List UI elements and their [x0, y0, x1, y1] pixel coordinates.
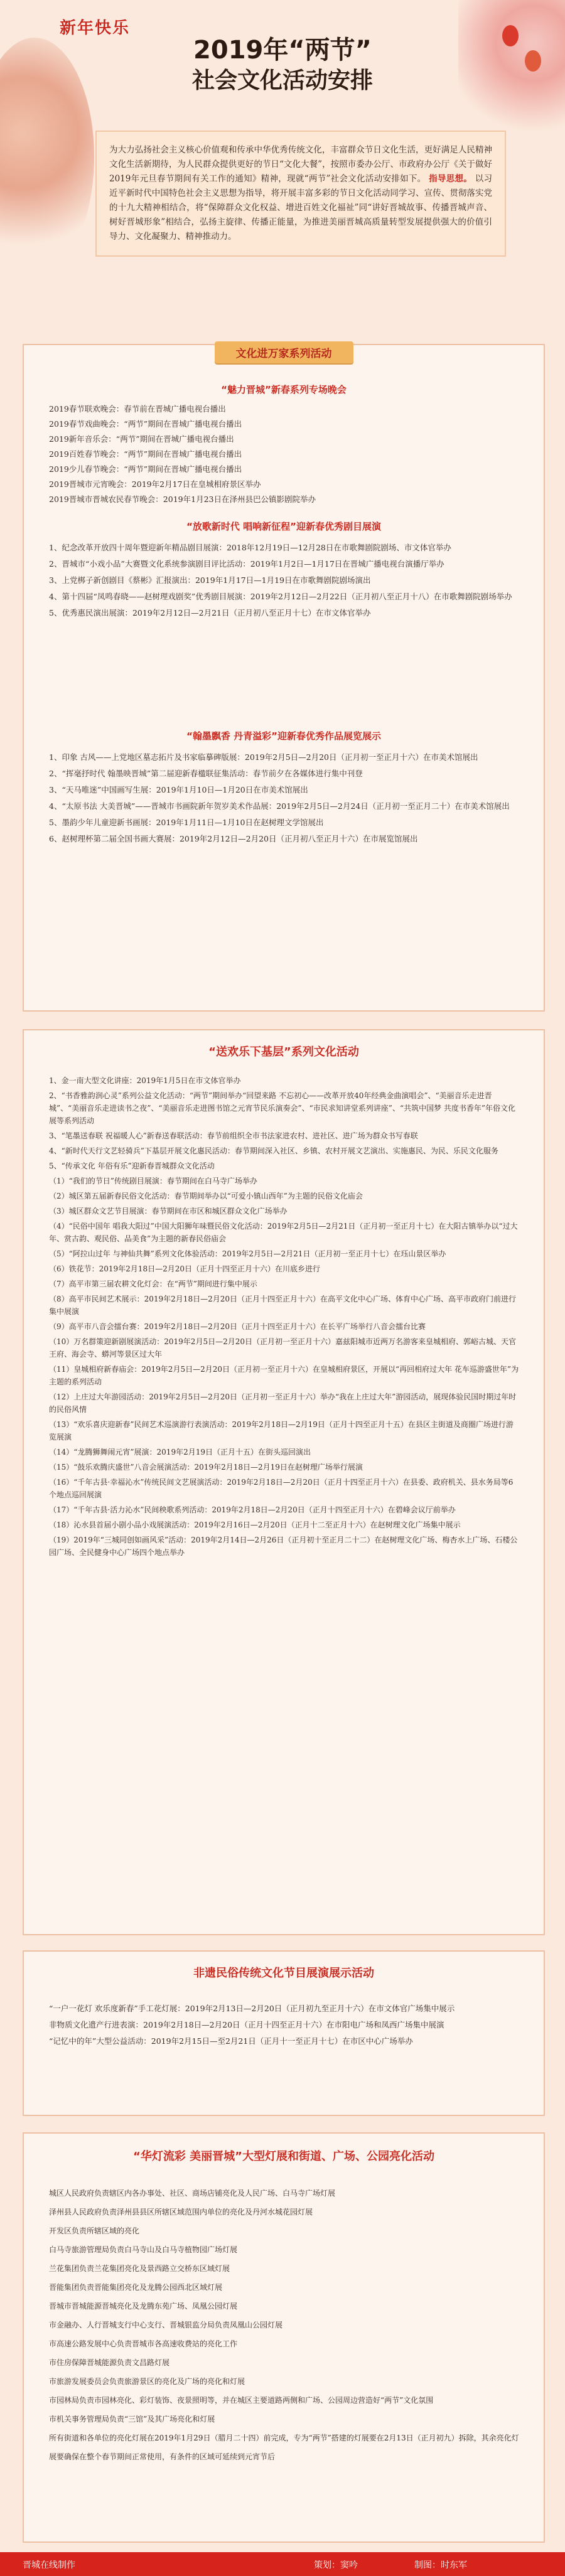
list-item: 4、第十四届“凤鸣春晓——赵树理戏剧奖”优秀剧目展演：2019年2月12日—2月22日（正月初八至正月十八）在市歌舞剧院剧场举办: [49, 592, 512, 601]
list-item: 城区人民政府负责辖区内各办事处、社区、商场店铺亮化及人民广场、白马寺广场灯展: [49, 2189, 336, 2198]
list-item: 市金融办、人行晋城支行中心支行、晋城银监分局负责凤凰山公园灯展: [49, 2321, 283, 2329]
list-item: 2019春节戏曲晚会：“两节”期间在晋城广播电视台播出: [49, 419, 242, 429]
list-item: 市机关事务管理局负责“三馆”及其广场亮化和灯展: [49, 2415, 215, 2424]
grassroots-list: [49, 1074, 520, 1561]
list-item: （12）上庄过大年游园活动：2019年2月5日—2月20日（正月初一至正月十六）举办“我在上庄过大年”游园活动，展现体验民国时期过年时的民俗风情: [49, 1392, 517, 1414]
page-subtitle: 社会文化活动安排: [191, 68, 373, 94]
intro-text-2: 以习近平新时代中国特色社会主义思想为指导，将开展丰富多彩的节日文化活动同学习、宣传、贯彻落实党的十九大精神相结合，将“保障群众文化权益、增进百姓文化福祉”同“讲好晋城故事、传播晋城声音、树好晋城形象”相结合，弘扬主旋律、传播正能量，为推进美丽晋城高质量转型发展提供强大的价值引导力、文化凝聚力、精神推动力。: [109, 174, 493, 242]
list-item: 2019百姓春节晚会：“两节”期间在晋城广播电视台播出: [49, 449, 242, 459]
footer-bar: [0, 2552, 565, 2576]
list-item: 2、“挥毫抒时代 翰墨映晋城”第二届迎新春楹联征集活动：春节前夕在各媒体进行集中刊登: [49, 769, 363, 778]
list-item: 所有街道和各单位的亮化灯展在2019年1月29日（腊月二十四）前完成，专为“两节”搭建的灯展要在2月13日（正月初九）拆除，其余亮化灯展要确保在整个春节期间正常使用，有条件的区域可延续到元宵节后: [49, 2434, 519, 2461]
list-item: 兰花集团负责兰花集团亮化及景西路立交桥东区域灯展: [49, 2264, 230, 2273]
list-item: 3、上党梆子新创剧目《蔡彬》汇报演出：2019年1月17日—1月19日在市歌舞剧院剧场演出: [49, 575, 371, 585]
intro-text: 为大力弘扬社会主义核心价值观和传承中华优秀传统文化，丰富群众节日文化生活，更好满足人民精神文化生活新期待，为人民群众提供更好的节日“文化大餐”，按照市委办公厅、市政府办公厅《关于做好2019年元旦春节期间有关工作的通知》精神，现就“两节”社会文化活动安排如下。: [109, 145, 492, 184]
list-item: 6、赵树理杯第二届全国书画大赛展：2019年2月12日—2月20日（正月初八至正月十六）在市展览馆展出: [49, 834, 418, 843]
list-item: 5、“传承文化 年俗有乐”迎新春晋城群众文化活动: [49, 1162, 215, 1170]
list-item: 开发区负责所辖区域的亮化: [49, 2226, 140, 2235]
list-item: （19）2019年“三城同创如画风采”活动：2019年2月14日—2月26日（正月初十至正月二十二）在赵树理文化广场、梅杏水上广场、石楼公园广场、全民健身中心广场四个地点举办: [49, 1536, 518, 1557]
intro-highlight: 指导思想。: [429, 174, 473, 184]
list-item: （18）沁水县首届小剧小品小戏展演活动：2019年2月16日—2月20日（正月十二至正月十六）在赵树理文化广场集中展示: [49, 1520, 461, 1529]
list-item: 5、墨韵少年儿童迎新书画展：2019年1月11日—1月10日在赵树理文学馆展出: [49, 818, 324, 827]
footer-producer: 晋城在线制作: [23, 2560, 75, 2570]
gala-list: [49, 402, 520, 507]
list-item: （17）“千年古县·活力沁水”民间秧歌系列活动：2019年2月18日—2月20日（正月十四至正月十六）在碧峰会议厅前举办: [49, 1505, 456, 1514]
section-culture-homes: [23, 344, 545, 1012]
heritage-list: [49, 2002, 520, 2051]
section-lantern-show: [23, 2132, 545, 2543]
section-heritage: [23, 1950, 545, 2116]
section-header: [24, 2147, 544, 2164]
list-item: 5、优秀惠民演出展演：2019年2月12日—2月21日（正月初八至正月十七）在市文体官举办: [49, 608, 371, 617]
list-item: （9）高平市八音会擂台赛：2019年2月18日—2月20日（正月十四至正月十六）在长平广场举行八音会擂台比赛: [49, 1322, 426, 1331]
subsection-title: “魅力晋城”新春系列专场晚会: [221, 384, 347, 395]
list-item: 白马寺旅游管理局负责白马寺山及白马寺植物园广场灯展: [49, 2245, 238, 2254]
list-item: 晋城市晋城能源晋城亮化及龙腾东苑广场、凤凰公园灯展: [49, 2302, 238, 2311]
section-title: “送欢乐下基层”系列文化活动: [208, 1045, 359, 1059]
exhibition-list: [49, 751, 520, 848]
list-item: 晋能集团负责晋能集团亮化及龙腾公园西北区域灯展: [49, 2283, 223, 2292]
subsection-title: “翰墨飘香 丹青溢彩”迎新春优秀作品展览展示: [186, 730, 381, 742]
list-item: 3、“天马唯迷”中国画写生展：2019年1月10日—1月20日在市美术馆展出: [49, 785, 308, 794]
list-item: 3、“笔墨送春联 祝福暖人心”新春送春联活动：春节前组织全市书法家进农村、进社区、进广场为群众书写春联: [49, 1131, 418, 1140]
list-item: （5）“阿拉山过年 与神仙共舞”系列文化体验活动：2019年2月5日—2月21日（正月初一至正月十七）在珏山景区举办: [49, 1249, 446, 1258]
section-header: [24, 341, 544, 363]
list-item: “记忆中的年”大型公益活动：2019年2月15日—至2月21日（正月十一至正月十七）在市区中心广场举办: [49, 2036, 413, 2046]
list-item: 市园林局负责市园林亮化、彩灯装饰、夜景照明等，并在城区主要道路两侧和广场、公园周边营造好“两节”文化氛围: [49, 2396, 434, 2405]
list-item: “一户一花灯 欢乐度新春”手工花灯展：2019年2月13日—2月20日（正月初九至正月十六）在市文体官广场集中展示: [49, 2004, 455, 2013]
list-item: 4、“太原书法 大美晋城”——晋城市书画院新年贺岁美术作品展：2019年2月5日—2月24日（正月初一至正月二十）在市美术馆展出: [49, 801, 510, 811]
section-grassroots: [23, 1029, 545, 1935]
list-item: 2、晋城市“小戏小品”大赛暨文化系统参演剧目评比活动：2019年1月2日—1月17日在晋城广播电视台演播厅举办: [49, 559, 444, 569]
footer-designer: 制图：时东军: [414, 2560, 467, 2570]
list-item: （10）万名群策迎新剧展演活动：2019年2月5日—2月20日（正月初一至正月十六）嘉兹阳城市近两万名游客来皇城相府、郭峪古城、天官王府、海会寺、蟒河等景区过大年: [49, 1337, 516, 1359]
list-item: （4）“民俗中国年 唱我大阳过”中国大阳狮年味暨民俗文化活动：2019年2月5日—2月21日（正月初一至正月十七）在大阳古镇举办以“过大年、赏古韵、观民俗、品美食”为主题的新春民俗庙会: [49, 1222, 518, 1243]
list-item: 2019春节联欢晚会：春节前在晋城广播电视台播出: [49, 404, 226, 414]
list-item: 2019晋城市元宵晚会：2019年2月17日在皇城相府景区举办: [49, 479, 261, 489]
list-item: （8）高平市民间艺术展示：2019年2月18日—2月20日（正月十四至正月十六）在高平文化中心广场、体育中心广场、高平市政府门前进行集中展演: [49, 1295, 516, 1316]
list-item: （1）“我们的节日”传统剧目展演：春节期间在白马寺广场举办: [49, 1177, 257, 1185]
footer-planner: 策划：窦吟: [314, 2560, 358, 2570]
list-item: 2、“书香雅韵润心灵”系列公益文化活动：“两节”期间举办“回望来路 不忘初心——改革开放40年经典金曲演唱会”、“美丽音乐走进晋城”、“美丽音乐走进读书之夜”、“美丽音乐走进图书馆之元宵节民乐演奏会”、“市民求知讲堂系列讲座”、“共筑中国梦 共度书香年”年俗文化展等系列活动: [49, 1091, 516, 1125]
list-item: （11）皇城相府新春庙会：2019年2月5日—2月20日（正月初一至正月十六）在皇城相府景区，开展以“再回相府过大年 花车巡游盛世年”为主题的系列活动: [49, 1365, 519, 1386]
list-item: （16）“千年古县·幸福沁水”传统民间文艺展演活动：2019年2月18日—2月20日（正月十四至正月十六）在县委、政府机关、县水务局等6个地点巡回展演: [49, 1478, 514, 1499]
lantern-list: [49, 2184, 520, 2466]
list-item: （15）“鼓乐欢腾庆盛世”八音会展演活动：2019年2月18日—2月19日在赵树理广场举行展演: [49, 1463, 363, 1472]
list-item: 1、纪念改革开放四十周年暨迎新年精品剧目展演：2018年12月19日—12月28日在市歌舞剧院剧场、市文体官举办: [49, 543, 451, 552]
list-item: 1、印象 古风——上党地区墓志拓片及书家临摹碑版展：2019年2月5日—2月20日（正月初一至正月十六）在市美术馆展出: [49, 752, 478, 762]
drama-list: [49, 541, 520, 623]
list-item: 市高速公路发展中心负责晋城市各高速收费站的亮化工作: [49, 2339, 238, 2348]
list-item: （2）城区第五届新春民俗文化活动：春节期间举办以“可爱小镇山西年”为主题的民俗文化庙会: [49, 1192, 363, 1200]
list-item: 2019新年音乐会：“两节”期间在晋城广播电视台播出: [49, 434, 234, 444]
section-title: “华灯流彩 美丽晋城”大型灯展和街道、广场、公园亮化活动: [133, 2150, 434, 2163]
new-year-badge: 新年快乐: [60, 19, 131, 38]
list-item: 1、金一南大型文化讲座：2019年1月5日在市文体官举办: [49, 1076, 241, 1085]
intro-panel: [95, 131, 506, 257]
list-item: 2019少儿春节晚会：“两节”期间在晋城广播电视台播出: [49, 464, 242, 474]
section-header: [24, 1964, 544, 1980]
list-item: 2019晋城市晋城农民春节晚会：2019年1月23日在泽州县巴公镇影剧院举办: [49, 494, 316, 504]
section-header: [24, 1043, 544, 1059]
list-item: 4、“新时代天行文艺轻骑兵”下基层开展文化惠民活动：春节期间深入社区、乡镇、农村开展文艺演出、实施惠民、为民、乐民文化服务: [49, 1146, 498, 1155]
list-item: （3）城区群众文艺节目展演：春节期间在市区和城区群众文化广场举办: [49, 1207, 288, 1216]
list-item: （6）铁花节：2019年2月18日—2月20日（正月十四至正月十六）在川底乡进行: [49, 1264, 320, 1273]
list-item: 市住房保障晋城能源负责文昌路灯展: [49, 2358, 170, 2367]
section-title: 非遗民俗传统文化节目展演展示活动: [193, 1967, 374, 1980]
list-item: （7）高平市第三届农耕文化灯会：在“两节”期间进行集中展示: [49, 1280, 257, 1288]
list-item: 市旅游发展委员会负责旅游景区的亮化及广场的亮化和灯展: [49, 2377, 245, 2386]
list-item: 非物质文化遗产行进表演：2019年2月18日—2月20日（正月十四至正月十六）在市阳电广场和凤西广场集中展演: [49, 2020, 444, 2029]
list-item: （13）“欢乐喜庆迎新春”民间艺术巡演游行表演活动：2019年2月18日—2月19日（正月十四至正月十五）在县区主街道及商圈广场进行游览展演: [49, 1420, 514, 1441]
section-title: 文化进万家系列活动: [215, 341, 353, 363]
page-title: 2019年“两节”: [193, 36, 372, 65]
list-item: （14）“龙腾狮舞闹元宵”展演：2019年2月19日（正月十五）在街头巡回演出: [49, 1448, 311, 1456]
list-item: 泽州县人民政府负责泽州县县区所辖区域范围内单位的亮化及丹河水城花园灯展: [49, 2208, 313, 2216]
subsection-title: “放歌新时代 唱响新征程”迎新春优秀剧目展演: [186, 521, 381, 532]
